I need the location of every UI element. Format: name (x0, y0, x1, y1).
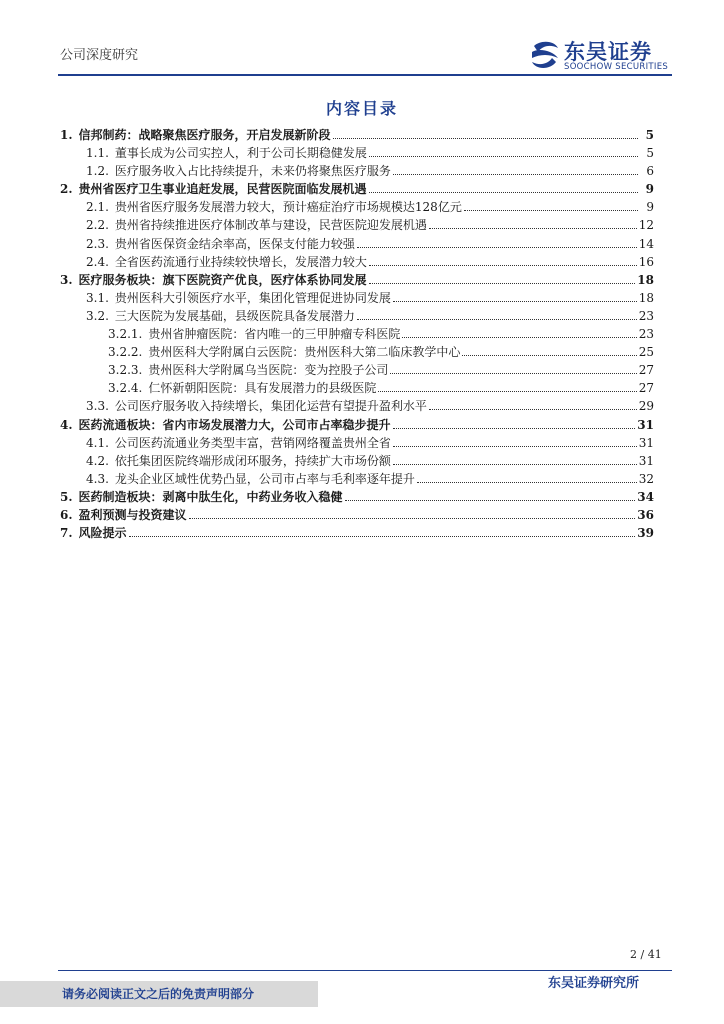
toc-entry[interactable] (60, 325, 654, 343)
toc-leader-dots (357, 307, 637, 320)
toc-entry-number: 4.2. (86, 453, 109, 468)
page-number: 2 / 41 (630, 948, 662, 961)
toc-entry[interactable] (60, 452, 654, 470)
table-of-contents (60, 126, 654, 542)
toc-entry-page: 36 (637, 507, 654, 522)
toc-entry-title: 董事长成为公司实控人，利于公司长期稳健发展 (114, 146, 367, 161)
logo-mark-icon (528, 38, 562, 72)
toc-entry-title: 贵州医科大学附属乌当医院：变为控股子公司 (148, 363, 389, 378)
toc-entry-page: 9 (646, 200, 654, 215)
disclaimer-banner: 请务必阅读正文之后的免责声明部分 (0, 981, 318, 1007)
toc-entry[interactable] (60, 271, 654, 289)
toc-entry[interactable] (60, 180, 654, 198)
toc-leader-dots (393, 452, 637, 465)
toc-entry-title: 贵州省医疗服务发展潜力较大，预计癌症治疗市场规模达128亿元 (114, 200, 462, 215)
toc-entry[interactable] (60, 361, 654, 379)
toc-entry[interactable] (60, 289, 654, 307)
toc-entry-page: 31 (637, 417, 654, 432)
toc-leader-dots (369, 144, 638, 157)
toc-entry-number: 3.2.2. (108, 345, 143, 360)
toc-entry-page: 23 (638, 327, 654, 342)
toc-leader-dots (462, 343, 636, 356)
toc-entry[interactable] (60, 506, 654, 524)
toc-entry-number: 2.1. (86, 200, 109, 215)
footer-rule (58, 970, 672, 971)
toc-leader-dots (464, 198, 638, 211)
logo-en-text: SOOCHOW SECURITIES (564, 62, 669, 72)
toc-entry-number: 3.2.3. (108, 363, 143, 378)
toc-entry-number: 2.4. (86, 254, 109, 269)
footer-org-name: 东吴证券研究所 (548, 976, 640, 991)
toc-leader-dots (378, 379, 636, 392)
toc-entry-number: 2.3. (86, 236, 109, 251)
toc-entry-page: 34 (637, 489, 654, 504)
header-rule (58, 74, 672, 76)
toc-entry-number: 3.2.4. (108, 381, 143, 396)
toc-entry-title: 贵州省医保资金结余率高，医保支付能力较强 (114, 236, 355, 251)
toc-entry[interactable] (60, 253, 654, 271)
toc-entry-number: 1.2. (86, 164, 109, 179)
toc-entry-title: 医药流通板块：省内市场发展潜力大，公司市占率稳步提升 (78, 417, 391, 432)
toc-entry-title: 全省医药流通行业持续较快增长，发展潜力较大 (114, 254, 367, 269)
toc-leader-dots (357, 235, 637, 248)
toc-entry[interactable] (60, 470, 654, 488)
toc-entry-title: 依托集团医院终端形成闭环服务，持续扩大市场份额 (114, 453, 391, 468)
toc-leader-dots (345, 488, 636, 501)
toc-leader-dots (417, 470, 637, 483)
toc-entry[interactable] (60, 488, 654, 506)
toc-entry[interactable] (60, 307, 654, 325)
logo-cn-text: 东吴证券 (564, 40, 652, 64)
toc-entry[interactable] (60, 216, 654, 234)
toc-leader-dots (390, 361, 636, 374)
company-logo (528, 36, 678, 76)
toc-entry-title: 信邦制药：战略聚焦医疗服务，开启发展新阶段 (78, 128, 331, 142)
toc-leader-dots (393, 434, 637, 447)
toc-entry-number: 2.2. (86, 218, 109, 233)
toc-entry-page: 18 (638, 290, 654, 305)
toc-entry-page: 5 (645, 128, 654, 142)
toc-entry-title: 贵州省持续推进医疗体制改革与建设，民营医院迎发展机遇 (114, 218, 427, 233)
report-type-label: 公司深度研究 (60, 48, 139, 63)
toc-entry-title: 贵州医科大引领医疗水平，集团化管理促进协同发展 (114, 290, 391, 305)
toc-leader-dots (429, 216, 637, 229)
toc-entry-page: 23 (638, 308, 654, 323)
toc-entry-page: 14 (638, 236, 654, 251)
toc-entry-page: 25 (638, 345, 654, 360)
toc-entry[interactable] (60, 397, 654, 415)
toc-entry-page: 9 (645, 182, 654, 197)
toc-entry-title: 贵州省肿瘤医院：省内唯一的三甲肿瘤专科医院 (148, 327, 401, 342)
toc-entry-page: 27 (638, 363, 654, 378)
toc-entry-number: 6. (60, 507, 73, 522)
toc-entry-page: 32 (638, 471, 654, 486)
toc-leader-dots (393, 416, 636, 429)
toc-entry-page: 39 (637, 526, 654, 541)
toc-entry[interactable] (60, 343, 654, 361)
toc-entry-page: 29 (638, 399, 654, 414)
toc-entry[interactable] (60, 198, 654, 216)
toc-entry-page: 31 (638, 435, 654, 450)
toc-entry[interactable] (60, 235, 654, 253)
toc-entry-number: 4.1. (86, 435, 109, 450)
toc-leader-dots (369, 253, 637, 266)
toc-entry-number: 1.1. (86, 146, 109, 161)
toc-leader-dots (129, 524, 636, 537)
toc-leader-dots (393, 162, 638, 175)
toc-leader-dots (369, 180, 638, 193)
toc-leader-dots (189, 506, 636, 519)
toc-entry-number: 5. (60, 489, 73, 504)
toc-title: 内容目录 (325, 99, 398, 118)
toc-entry-title: 医疗服务板块：旗下医院资产优良，医疗体系协同发展 (78, 272, 367, 287)
toc-entry-page: 31 (638, 453, 654, 468)
toc-entry-title: 三大医院为发展基础，县级医院具备发展潜力 (114, 308, 355, 323)
toc-entry-title: 公司医药流通业务类型丰富，营销网络覆盖贵州全省 (114, 435, 391, 450)
toc-entry-page: 5 (646, 146, 654, 161)
toc-entry-number: 3.2.1. (108, 327, 143, 342)
toc-entry-title: 医药制造板块：剥离中肽生化，中药业务收入稳健 (78, 489, 343, 504)
toc-entry-number: 4. (60, 417, 73, 432)
toc-entry-number: 2. (60, 182, 73, 197)
toc-entry-title: 贵州医科大学附属白云医院：贵州医科大第二临床教学中心 (148, 345, 461, 360)
toc-entry-number: 3. (60, 272, 73, 287)
toc-entry-page: 16 (638, 254, 654, 269)
toc-entry-number: 3.3. (86, 399, 109, 414)
toc-entry-page: 27 (638, 381, 654, 396)
toc-entry-title: 医疗服务收入占比持续提升，未来仍将聚焦医疗服务 (114, 164, 391, 179)
toc-entry[interactable] (60, 379, 654, 397)
toc-entry-page: 12 (638, 218, 654, 233)
toc-entry[interactable] (60, 524, 654, 542)
toc-entry[interactable] (60, 162, 654, 180)
toc-entry-number: 1. (60, 128, 73, 142)
toc-entry-number: 3.2. (86, 308, 109, 323)
toc-entry-title: 公司医疗服务收入持续增长，集团化运营有望提升盈利水平 (114, 399, 427, 414)
toc-entry[interactable] (60, 416, 654, 434)
toc-entry[interactable] (60, 126, 654, 144)
toc-entry-title: 风险提示 (78, 526, 127, 541)
toc-entry-title: 贵州省医疗卫生事业追赶发展，民营医院面临发展机遇 (78, 182, 367, 197)
toc-leader-dots (333, 126, 638, 139)
toc-entry-title: 龙头企业区域性优势凸显，公司市占率与毛利率逐年提升 (114, 471, 415, 486)
toc-entry[interactable] (60, 434, 654, 452)
toc-entry-page: 18 (637, 272, 654, 287)
toc-leader-dots (369, 271, 636, 284)
toc-entry-number: 4.3. (86, 471, 109, 486)
toc-leader-dots (429, 397, 637, 410)
toc-entry-number: 7. (60, 526, 73, 541)
toc-leader-dots (402, 325, 636, 338)
toc-entry-page: 6 (646, 164, 654, 179)
toc-entry-title: 盈利预测与投资建议 (78, 507, 187, 522)
toc-entry-number: 3.1. (86, 290, 109, 305)
toc-entry[interactable] (60, 144, 654, 162)
toc-entry-title: 仁怀新朝阳医院：具有发展潜力的县级医院 (148, 381, 377, 396)
toc-leader-dots (393, 289, 637, 302)
